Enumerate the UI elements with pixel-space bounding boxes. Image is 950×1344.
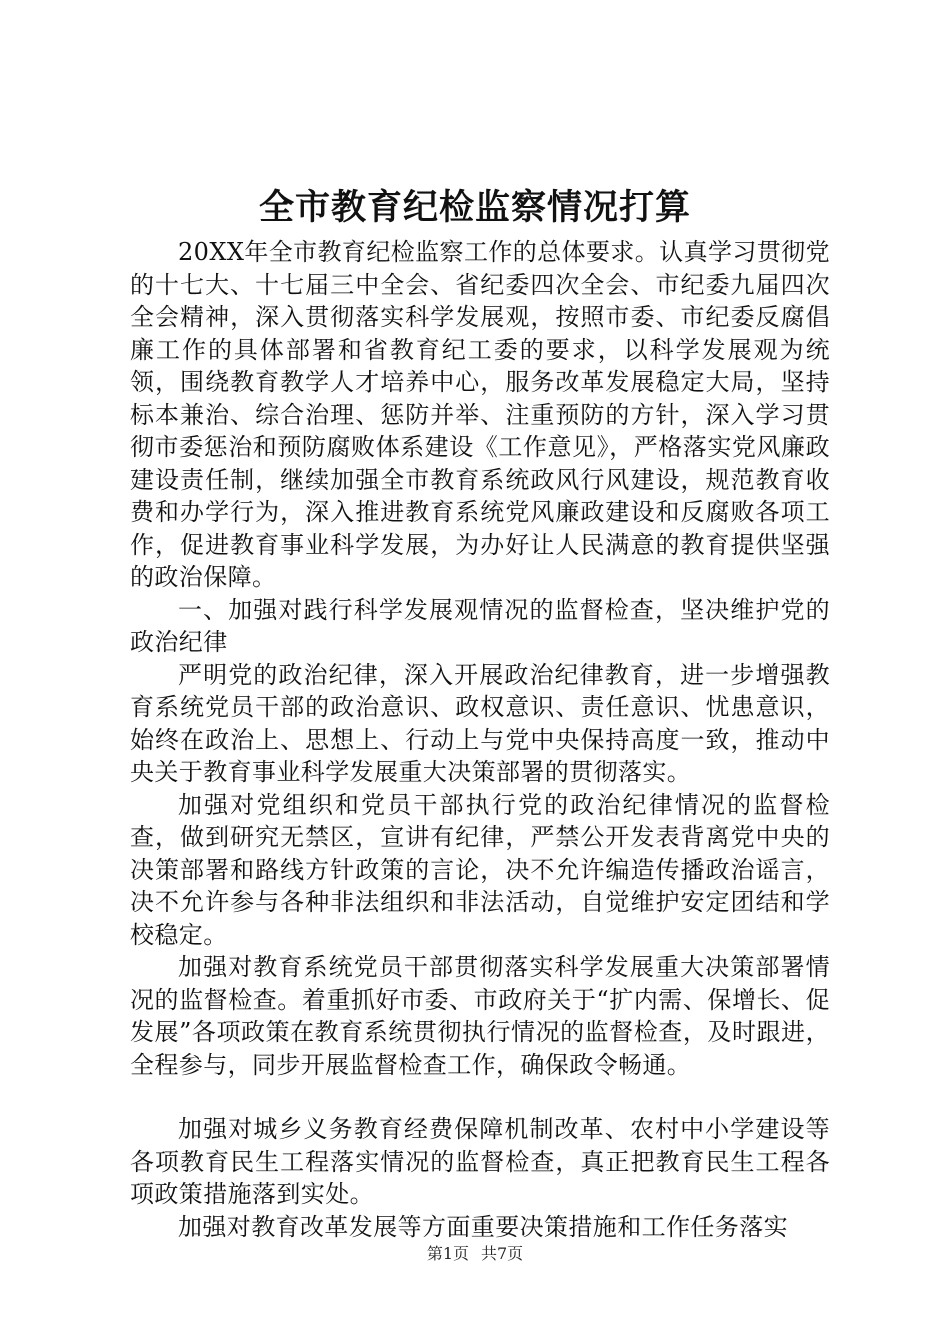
paragraph-political-discipline: 严明党的政治纪律，深入开展政治纪律教育，进一步增强教育系统党员干部的政治意识、政权意识、责任意识、忧患意识，始终在政治上、思想上、行动上与党中央保持高度一致，推动中央关于教育事业科学发展重大决策部署的贯彻落实。 bbox=[130, 660, 830, 786]
page-number: 第1页 bbox=[426, 1244, 469, 1263]
paragraph-supervision-livelihood: 加强对城乡义务教育经费保障机制改革、农村中小学建设等各项教育民生工程落实情况的监督检查，真正把教育民生工程各项政策措施落到实处。 bbox=[130, 1115, 830, 1208]
paragraph-supervision-reform: 加强对教育改革发展等方面重要决策措施和工作任务落实 bbox=[178, 1212, 788, 1241]
section-heading-1: 一、加强对践行科学发展观情况的监督检查，坚决维护党的政治纪律 bbox=[130, 595, 830, 656]
paragraph-intro: 20XX年全市教育纪检监察工作的总体要求。认真学习贯彻党的十七大、十七届三中全会、省纪委四次全会、市纪委九届四次全会精神，深入贯彻落实科学发展观，按照市委、市纪委反腐倡廉工作的具体部署和省教育纪工委的要求，以科学发展观为统领，围绕教育教学人才培养中心，服务改革发展稳定大局，坚持标本兼治、综合治理、惩防并举、注重预防的方针，深入学习贯彻市委惩治和预防腐败体系建设《工作意见》，严格落实党风廉政建设责任制，继续加强全市教育系统政风行风建设，规范教育收费和办学行为，深入推进教育系统党风廉政建设和反腐败各项工作，促进教育事业科学发展，为办好让人民满意的教育提供坚强的政治保障。 bbox=[130, 238, 830, 591]
paragraph-supervision-decisions: 加强对教育系统党员干部贯彻落实科学发展重大决策部署情况的监督检查。着重抓好市委、市政府关于“扩内需、保增长、促发展”各项政策在教育系统贯彻执行情况的监督检查，及时跟进，全程参与，同步开展监督检查工作，确保政令畅通。 bbox=[130, 953, 830, 1079]
page-footer bbox=[0, 1244, 950, 1264]
paragraph-supervision-party-organizations: 加强对党组织和党员干部执行党的政治纪律情况的监督检查，做到研究无禁区，宣讲有纪律，严禁公开发表背离党中央的决策部署和路线方针政策的言论，决不允许编造传播政治谣言，决不允许参与各种非法组织和非法活动，自觉维护安定团结和学校稳定。 bbox=[130, 790, 830, 949]
page-total: 共7页 bbox=[481, 1244, 524, 1263]
document-title: 全市教育纪检监察情况打算 bbox=[258, 187, 691, 228]
document-body bbox=[130, 236, 830, 1243]
